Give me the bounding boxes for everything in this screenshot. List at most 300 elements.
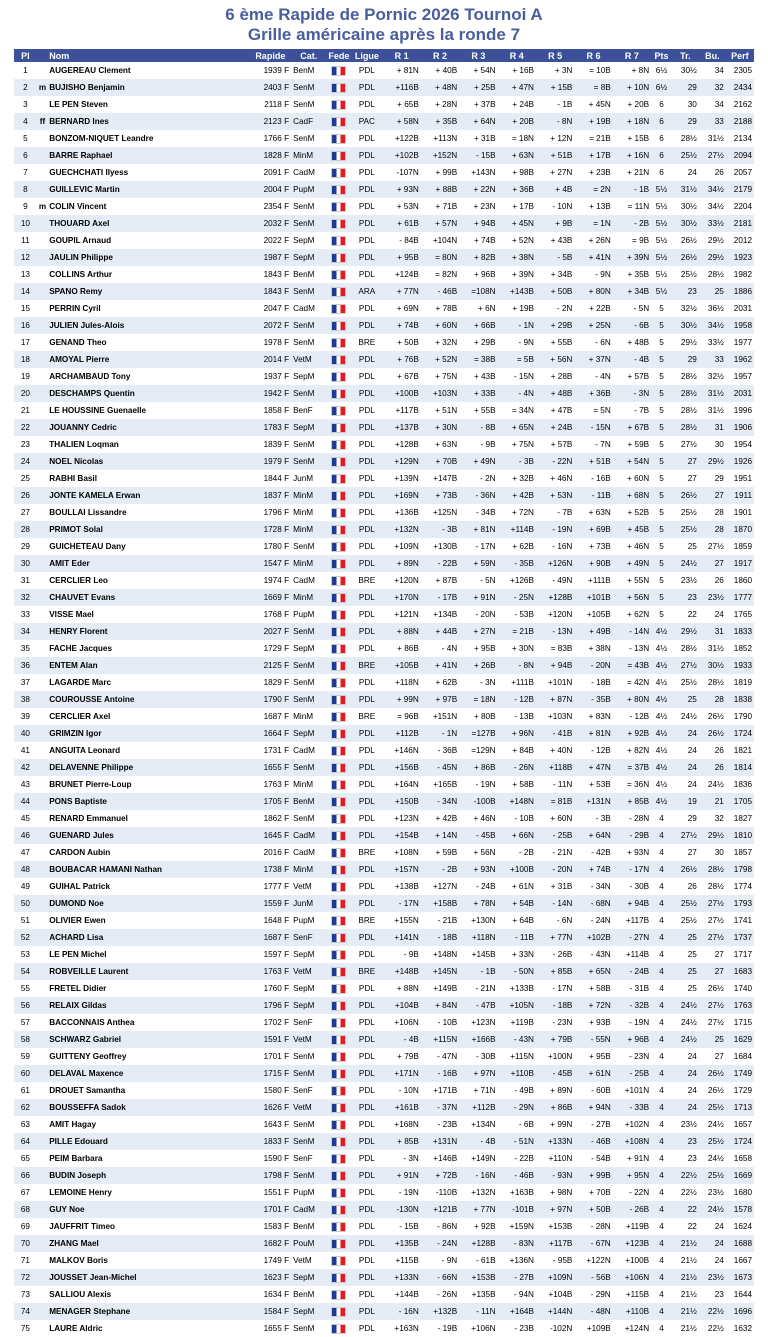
round-4-cell: + 38N xyxy=(498,249,536,266)
round-5-cell: + 46N xyxy=(536,470,574,487)
round-2-cell: - 1N xyxy=(421,725,459,742)
league-cell: PDL xyxy=(351,1303,382,1320)
title-cell xyxy=(37,1133,47,1150)
league-cell: PDL xyxy=(351,980,382,997)
player-name-cell: SCHWARZ Gabriel xyxy=(47,1031,249,1048)
round-3-cell: +130N xyxy=(459,912,497,929)
round-7-cell: +115B xyxy=(613,1286,651,1303)
table-row xyxy=(14,317,754,334)
france-flag-icon xyxy=(331,1171,346,1181)
tiebreak-bu-cell: 26 xyxy=(699,759,726,776)
rating-cell: 1939 F xyxy=(250,62,292,79)
table-row xyxy=(14,79,754,96)
table-row xyxy=(14,691,754,708)
round-3-cell: + 26B xyxy=(459,657,497,674)
round-6-cell: = 10B xyxy=(574,62,612,79)
column-header: R 7 xyxy=(613,49,651,62)
title-cell xyxy=(37,1031,47,1048)
round-3-cell: +112B xyxy=(459,1099,497,1116)
france-flag-icon xyxy=(331,134,346,144)
rank-cell: 3 xyxy=(14,96,37,113)
fede-cell xyxy=(326,946,351,963)
round-2-cell: - 26N xyxy=(421,1286,459,1303)
rank-cell: 37 xyxy=(14,674,37,691)
league-cell: PDL xyxy=(351,419,382,436)
round-1-cell: +100B xyxy=(382,385,420,402)
round-2-cell: + 30N xyxy=(421,419,459,436)
round-3-cell: + 94B xyxy=(459,215,497,232)
table-row xyxy=(14,266,754,283)
round-2-cell: +103N xyxy=(421,385,459,402)
round-1-cell: +133N xyxy=(382,1269,420,1286)
round-4-cell: +119B xyxy=(498,1014,536,1031)
title-cell xyxy=(37,997,47,1014)
performance-cell: 1827 xyxy=(726,810,754,827)
table-row xyxy=(14,181,754,198)
player-name-cell: BRUNET Pierre-Loup xyxy=(47,776,249,793)
title-cell xyxy=(37,436,47,453)
rank-cell: 64 xyxy=(14,1133,37,1150)
france-flag-icon xyxy=(331,661,346,671)
performance-cell: 1821 xyxy=(726,742,754,759)
round-1-cell: + 50B xyxy=(382,334,420,351)
points-cell: 5 xyxy=(651,334,672,351)
rank-cell: 72 xyxy=(14,1269,37,1286)
title-cell xyxy=(37,368,47,385)
france-flag-icon xyxy=(331,593,346,603)
round-2-cell: +158B xyxy=(421,895,459,912)
rating-cell: 1987 F xyxy=(250,249,292,266)
category-cell: SenM xyxy=(291,1048,326,1065)
rating-cell: 1768 F xyxy=(250,606,292,623)
round-7-cell: + 57B xyxy=(613,368,651,385)
round-1-cell: +170N xyxy=(382,589,420,606)
round-6-cell: + 51B xyxy=(574,453,612,470)
performance-cell: 1977 xyxy=(726,334,754,351)
performance-cell: 1836 xyxy=(726,776,754,793)
rank-cell: 7 xyxy=(14,164,37,181)
category-cell: SenM xyxy=(291,759,326,776)
france-flag-icon xyxy=(331,627,346,637)
round-6-cell: - 4N xyxy=(574,368,612,385)
player-name-cell: MENAGER Stephane xyxy=(47,1303,249,1320)
rating-cell: 1760 F xyxy=(250,980,292,997)
rating-cell: 1844 F xyxy=(250,470,292,487)
tiebreak-bu-cell: 32½ xyxy=(699,368,726,385)
round-7-cell: + 68N xyxy=(613,487,651,504)
rank-cell: 61 xyxy=(14,1082,37,1099)
round-7-cell: + 85B xyxy=(613,793,651,810)
category-cell: PupM xyxy=(291,606,326,623)
round-4-cell: + 84B xyxy=(498,742,536,759)
france-flag-icon xyxy=(331,1205,346,1215)
table-row xyxy=(14,147,754,164)
category-cell: SepM xyxy=(291,232,326,249)
round-6-cell: + 23B xyxy=(574,164,612,181)
tiebreak-tr-cell: 25 xyxy=(672,538,699,555)
fede-cell xyxy=(326,572,351,589)
round-1-cell: +144B xyxy=(382,1286,420,1303)
rank-cell: 30 xyxy=(14,555,37,572)
category-cell: SepM xyxy=(291,946,326,963)
fede-cell xyxy=(326,453,351,470)
round-3-cell: - 2N xyxy=(459,470,497,487)
rating-cell: 2403 F xyxy=(250,79,292,96)
fede-cell xyxy=(326,181,351,198)
round-7-cell: + 60N xyxy=(613,470,651,487)
round-5-cell: + 99N xyxy=(536,1116,574,1133)
tiebreak-bu-cell: 26½ xyxy=(699,1065,726,1082)
points-cell: 4 xyxy=(651,980,672,997)
round-3-cell: + 77N xyxy=(459,1201,497,1218)
round-7-cell: - 26B xyxy=(613,1201,651,1218)
round-6-cell: + 99B xyxy=(574,1167,612,1184)
tiebreak-tr-cell: 30½ xyxy=(672,62,699,79)
category-cell: SepM xyxy=(291,419,326,436)
round-3-cell: - 47B xyxy=(459,997,497,1014)
tiebreak-bu-cell: 27½ xyxy=(699,147,726,164)
france-flag-icon xyxy=(331,542,346,552)
player-name-cell: GUIHAL Patrick xyxy=(47,878,249,895)
round-3-cell: - 30B xyxy=(459,1048,497,1065)
points-cell: 5½ xyxy=(651,283,672,300)
category-cell: MinM xyxy=(291,555,326,572)
category-cell: BenM xyxy=(291,62,326,79)
round-5-cell: + 31B xyxy=(536,878,574,895)
title-cell: m xyxy=(37,79,47,96)
france-flag-icon xyxy=(331,185,346,195)
tiebreak-tr-cell: 28½ xyxy=(672,402,699,419)
fede-cell xyxy=(326,1201,351,1218)
round-3-cell: + 78N xyxy=(459,895,497,912)
round-6-cell: +131N xyxy=(574,793,612,810)
round-5-cell: + 94B xyxy=(536,657,574,674)
rating-cell: 2047 F xyxy=(250,300,292,317)
round-6-cell: + 22B xyxy=(574,300,612,317)
category-cell: BenF xyxy=(291,402,326,419)
tiebreak-tr-cell: 30½ xyxy=(672,198,699,215)
tiebreak-tr-cell: 27 xyxy=(672,470,699,487)
rank-cell: 65 xyxy=(14,1150,37,1167)
tiebreak-bu-cell: 34 xyxy=(699,96,726,113)
round-2-cell: +134B xyxy=(421,606,459,623)
round-7-cell: = 9B xyxy=(613,232,651,249)
rank-cell: 67 xyxy=(14,1184,37,1201)
points-cell: 4 xyxy=(651,1048,672,1065)
league-cell: PDL xyxy=(351,1167,382,1184)
round-6-cell: +105B xyxy=(574,606,612,623)
title-cell xyxy=(37,691,47,708)
france-flag-icon xyxy=(331,525,346,535)
round-5-cell: - 5B xyxy=(536,249,574,266)
league-cell: PDL xyxy=(351,521,382,538)
round-1-cell: +116B xyxy=(382,79,420,96)
category-cell: MinM xyxy=(291,147,326,164)
rank-cell: 34 xyxy=(14,623,37,640)
round-5-cell: + 4B xyxy=(536,181,574,198)
points-cell: 5 xyxy=(651,368,672,385)
round-2-cell: + 51N xyxy=(421,402,459,419)
fede-cell xyxy=(326,147,351,164)
france-flag-icon xyxy=(331,253,346,263)
france-flag-icon xyxy=(331,797,346,807)
fede-cell xyxy=(326,895,351,912)
tiebreak-tr-cell: 29½ xyxy=(672,334,699,351)
round-6-cell: +111B xyxy=(574,572,612,589)
category-cell: SenM xyxy=(291,691,326,708)
rank-cell: 69 xyxy=(14,1218,37,1235)
round-4-cell: - 13B xyxy=(498,708,536,725)
round-2-cell: - 34N xyxy=(421,793,459,810)
table-row xyxy=(14,470,754,487)
tiebreak-bu-cell: 33½ xyxy=(699,334,726,351)
round-2-cell: +125N xyxy=(421,504,459,521)
rating-cell: 1597 F xyxy=(250,946,292,963)
performance-cell: 2162 xyxy=(726,96,754,113)
column-header: Pl xyxy=(14,49,37,62)
player-name-cell: FACHE Jacques xyxy=(47,640,249,657)
round-1-cell: + 79B xyxy=(382,1048,420,1065)
round-5-cell: +118B xyxy=(536,759,574,776)
round-3-cell: +149N xyxy=(459,1150,497,1167)
round-7-cell: - 30B xyxy=(613,878,651,895)
round-4-cell: +143B xyxy=(498,283,536,300)
performance-cell: 1705 xyxy=(726,793,754,810)
fede-cell xyxy=(326,1286,351,1303)
category-cell: VetM xyxy=(291,963,326,980)
rank-cell: 38 xyxy=(14,691,37,708)
round-5-cell: +153B xyxy=(536,1218,574,1235)
round-2-cell: + 32N xyxy=(421,334,459,351)
round-7-cell: - 31B xyxy=(613,980,651,997)
round-4-cell: - 15N xyxy=(498,368,536,385)
rank-cell: 25 xyxy=(14,470,37,487)
player-name-cell: ROBVEILLE Laurent xyxy=(47,963,249,980)
tiebreak-bu-cell: 28 xyxy=(699,521,726,538)
title-cell xyxy=(37,130,47,147)
round-6-cell: + 80N xyxy=(574,283,612,300)
table-row xyxy=(14,1082,754,1099)
tiebreak-bu-cell: 34 xyxy=(699,62,726,79)
rank-cell: 48 xyxy=(14,861,37,878)
round-7-cell: - 17N xyxy=(613,861,651,878)
title-cell xyxy=(37,470,47,487)
round-3-cell: - 4B xyxy=(459,1133,497,1150)
round-7-cell: + 82N xyxy=(613,742,651,759)
round-5-cell: + 51B xyxy=(536,147,574,164)
round-6-cell: + 93B xyxy=(574,1014,612,1031)
round-7-cell: + 35B xyxy=(613,266,651,283)
league-cell: PDL xyxy=(351,385,382,402)
round-4-cell: + 63N xyxy=(498,147,536,164)
player-name-cell: LAGARDE Marc xyxy=(47,674,249,691)
rating-cell: 2016 F xyxy=(250,844,292,861)
round-7-cell: - 13N xyxy=(613,640,651,657)
france-flag-icon xyxy=(331,457,346,467)
round-2-cell: +151N xyxy=(421,708,459,725)
player-name-cell: AUGEREAU Clement xyxy=(47,62,249,79)
fede-cell xyxy=(326,674,351,691)
player-name-cell: JOUSSET Jean-Michel xyxy=(47,1269,249,1286)
title-cell xyxy=(37,827,47,844)
round-2-cell: +113N xyxy=(421,130,459,147)
tiebreak-bu-cell: 27½ xyxy=(699,538,726,555)
table-row xyxy=(14,1303,754,1320)
rating-cell: 2072 F xyxy=(250,317,292,334)
category-cell: MinM xyxy=(291,487,326,504)
performance-cell: 1857 xyxy=(726,844,754,861)
fede-cell xyxy=(326,487,351,504)
fede-cell xyxy=(326,1014,351,1031)
france-flag-icon xyxy=(331,355,346,365)
round-6-cell: + 74B xyxy=(574,861,612,878)
france-flag-icon xyxy=(331,270,346,280)
tiebreak-tr-cell: 21½ xyxy=(672,1269,699,1286)
title-cell xyxy=(37,351,47,368)
rank-cell: 75 xyxy=(14,1320,37,1337)
round-1-cell: + 88N xyxy=(382,980,420,997)
round-3-cell: +123N xyxy=(459,1014,497,1031)
france-flag-icon xyxy=(331,967,346,977)
points-cell: 4 xyxy=(651,946,672,963)
title-cell xyxy=(37,946,47,963)
category-cell: VetM xyxy=(291,1031,326,1048)
points-cell: 4 xyxy=(651,1065,672,1082)
round-6-cell: +101B xyxy=(574,589,612,606)
category-cell: SenM xyxy=(291,198,326,215)
round-6-cell: = 1N xyxy=(574,215,612,232)
category-cell: CadM xyxy=(291,1201,326,1218)
round-7-cell: = 37B xyxy=(613,759,651,776)
round-6-cell: - 48N xyxy=(574,1303,612,1320)
round-3-cell: + 95B xyxy=(459,640,497,657)
rank-cell: 9 xyxy=(14,198,37,215)
round-1-cell: +156B xyxy=(382,759,420,776)
rank-cell: 23 xyxy=(14,436,37,453)
rank-cell: 73 xyxy=(14,1286,37,1303)
rank-cell: 24 xyxy=(14,453,37,470)
table-row xyxy=(14,334,754,351)
round-3-cell: +153B xyxy=(459,1269,497,1286)
player-name-cell: JULIEN Jules-Alois xyxy=(47,317,249,334)
round-1-cell: + 95B xyxy=(382,249,420,266)
rank-cell: 14 xyxy=(14,283,37,300)
round-4-cell: +105N xyxy=(498,997,536,1014)
round-5-cell: + 9B xyxy=(536,215,574,232)
rating-cell: 1590 F xyxy=(250,1150,292,1167)
tiebreak-bu-cell: 27 xyxy=(699,963,726,980)
tiebreak-tr-cell: 23 xyxy=(672,1150,699,1167)
round-7-cell: + 21N xyxy=(613,164,651,181)
round-3-cell: + 29B xyxy=(459,334,497,351)
league-cell: PDL xyxy=(351,606,382,623)
round-1-cell: -107N xyxy=(382,164,420,181)
category-cell: MinM xyxy=(291,708,326,725)
round-7-cell: + 52B xyxy=(613,504,651,521)
league-cell: PDL xyxy=(351,317,382,334)
round-1-cell: +154B xyxy=(382,827,420,844)
france-flag-icon xyxy=(331,916,346,926)
performance-cell: 1729 xyxy=(726,1082,754,1099)
fede-cell xyxy=(326,640,351,657)
round-3-cell: +118N xyxy=(459,929,497,946)
tiebreak-bu-cell: 27½ xyxy=(699,895,726,912)
tiebreak-tr-cell: 28½ xyxy=(672,385,699,402)
round-4-cell: +114B xyxy=(498,521,536,538)
round-1-cell: +118N xyxy=(382,674,420,691)
round-4-cell: = 34N xyxy=(498,402,536,419)
tiebreak-bu-cell: 33½ xyxy=(699,215,726,232)
fede-cell xyxy=(326,385,351,402)
tiebreak-tr-cell: 26½ xyxy=(672,249,699,266)
round-3-cell: - 17N xyxy=(459,538,497,555)
league-cell: PDL xyxy=(351,436,382,453)
round-2-cell: +165B xyxy=(421,776,459,793)
player-name-cell: AMOYAL Pierre xyxy=(47,351,249,368)
round-7-cell: - 32B xyxy=(613,997,651,1014)
rating-cell: 1643 F xyxy=(250,1116,292,1133)
tiebreak-bu-cell: 22½ xyxy=(699,1303,726,1320)
round-5-cell: = 83B xyxy=(536,640,574,657)
round-7-cell: + 49N xyxy=(613,555,651,572)
france-flag-icon xyxy=(331,950,346,960)
round-3-cell: + 71N xyxy=(459,1082,497,1099)
points-cell: 4 xyxy=(651,1252,672,1269)
tiebreak-tr-cell: 25 xyxy=(672,691,699,708)
round-2-cell: - 86N xyxy=(421,1218,459,1235)
performance-cell: 1774 xyxy=(726,878,754,895)
fede-cell xyxy=(326,912,351,929)
round-2-cell: + 88B xyxy=(421,181,459,198)
points-cell: 4 xyxy=(651,929,672,946)
tiebreak-tr-cell: 26 xyxy=(672,878,699,895)
round-5-cell: - 16N xyxy=(536,538,574,555)
france-flag-icon xyxy=(331,287,346,297)
category-cell: CadM xyxy=(291,572,326,589)
round-3-cell: + 97N xyxy=(459,1065,497,1082)
round-7-cell: - 25B xyxy=(613,1065,651,1082)
table-row xyxy=(14,300,754,317)
fede-cell xyxy=(326,1303,351,1320)
round-4-cell: + 42B xyxy=(498,487,536,504)
round-3-cell: +106N xyxy=(459,1320,497,1337)
round-3-cell: + 27N xyxy=(459,623,497,640)
round-4-cell: - 35B xyxy=(498,555,536,572)
title-cell xyxy=(37,674,47,691)
player-name-cell: AMIT Eder xyxy=(47,555,249,572)
round-1-cell: +164N xyxy=(382,776,420,793)
title-cell xyxy=(37,1286,47,1303)
round-7-cell: +124N xyxy=(613,1320,651,1337)
france-flag-icon xyxy=(331,423,346,433)
round-5-cell: + 50B xyxy=(536,283,574,300)
league-cell: PDL xyxy=(351,1235,382,1252)
france-flag-icon xyxy=(331,984,346,994)
fede-cell xyxy=(326,827,351,844)
category-cell: BenM xyxy=(291,1286,326,1303)
round-1-cell: +155N xyxy=(382,912,420,929)
france-flag-icon xyxy=(331,474,346,484)
title-cell xyxy=(37,300,47,317)
tiebreak-bu-cell: 22½ xyxy=(699,1320,726,1337)
points-cell: 5 xyxy=(651,606,672,623)
round-4-cell: = 18N xyxy=(498,130,536,147)
player-name-cell: COLIN Vincent xyxy=(47,198,249,215)
rating-cell: 1645 F xyxy=(250,827,292,844)
player-name-cell: CARDON Aubin xyxy=(47,844,249,861)
tiebreak-tr-cell: 28½ xyxy=(672,130,699,147)
round-5-cell: + 15B xyxy=(536,79,574,96)
